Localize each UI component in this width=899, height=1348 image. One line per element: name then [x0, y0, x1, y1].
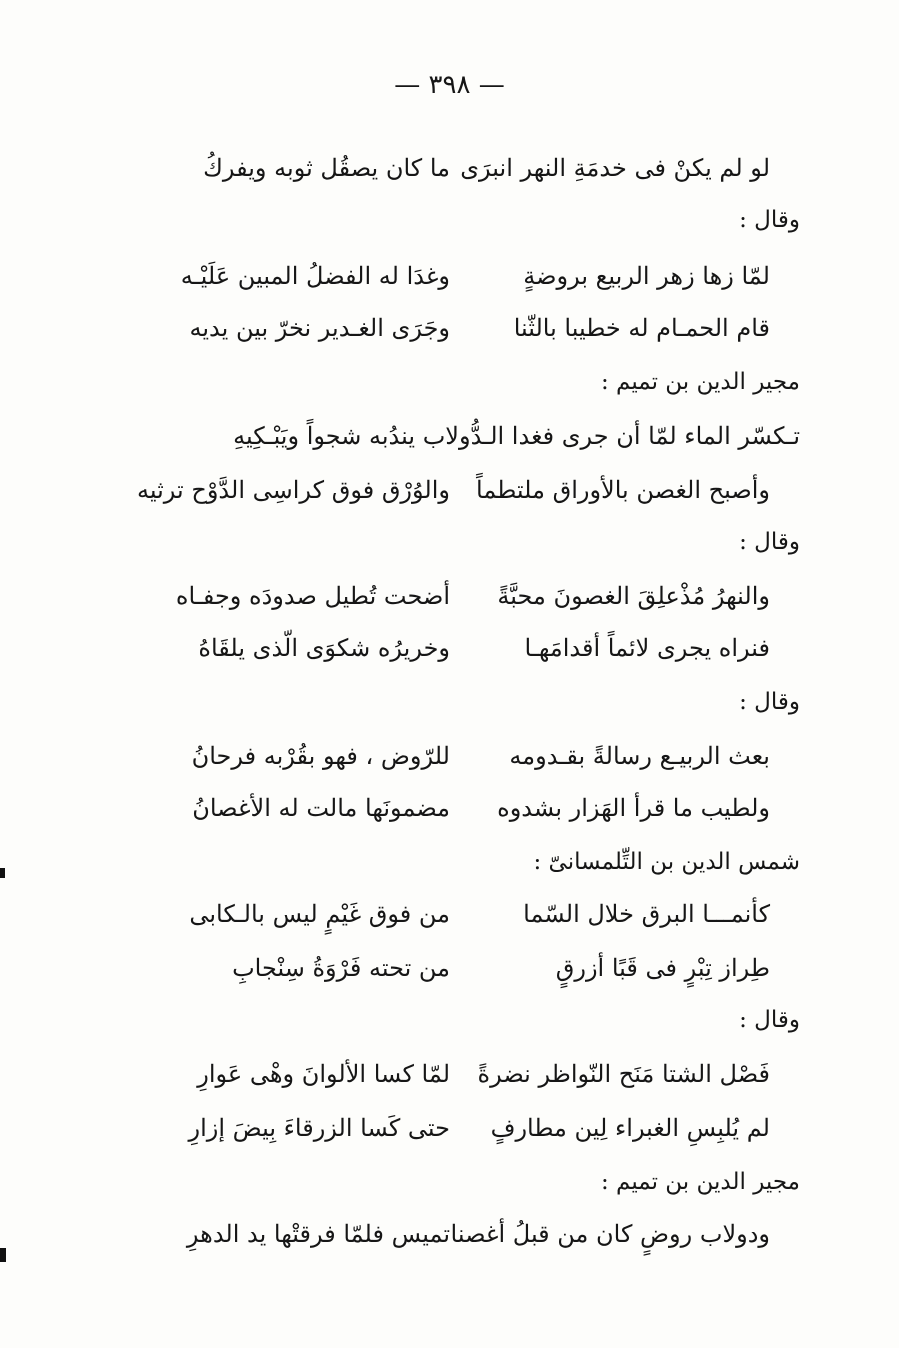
- verse-line: [150, 1104, 800, 1152]
- verse-second-hemistich: من تحته فَرْوَةُ سِنْجابِ: [232, 954, 450, 982]
- verse-first-hemistich: قام الحمـام له خطيبا بالثّنا: [513, 314, 770, 342]
- scan-edge-mark: [0, 868, 5, 878]
- verse-second-hemistich: وغدَا له الفضلُ المبين عَلَيْـه: [180, 262, 450, 290]
- section-heading: وقال :: [739, 689, 800, 715]
- verse-line: [150, 890, 800, 938]
- verse-line: [150, 572, 800, 620]
- verse-second-hemistich: من فوق غَيْمٍ ليس بالـكابى: [189, 900, 450, 928]
- section-heading: وقال :: [739, 1007, 800, 1033]
- verse-first-hemistich: كأنمـــا البرق خلال السّما: [523, 900, 770, 928]
- verse-line: [150, 732, 800, 780]
- verse-line: [136, 466, 800, 514]
- section-heading: وقال :: [739, 207, 800, 233]
- verse-first-hemistich: لو لم يكنْ فى خدمَةِ النهر انبرَى: [460, 154, 770, 182]
- section-heading: مجير الدين بن تميم :: [600, 369, 800, 395]
- verse-second-hemistich: مضمونَها مالت له الأغصانُ: [192, 794, 450, 822]
- verse-line: [150, 304, 800, 352]
- verse-first-hemistich: طِراز تِبْرٍ فى قَبًا أزرقٍ: [555, 954, 770, 982]
- verse-line: [150, 1050, 800, 1098]
- verse-second-hemistich: لمّا كسا الألوانَ وهْى عَوارِ: [197, 1060, 450, 1088]
- section-heading: وقال :: [739, 529, 800, 555]
- verse-line: [150, 1210, 800, 1258]
- verse-second-hemistich: ما كان يصقُل ثوبه ويفركُ: [203, 154, 450, 182]
- verse-first-hemistich: لمّا زها زهر الربيع بروضةٍ: [523, 262, 770, 290]
- verse-first-hemistich: والنهرُ مُذْعلِقَ الغصونَ محبَّةً: [497, 582, 770, 610]
- verse-line: [150, 944, 800, 992]
- verse-line: تـكسّر الماء لمّا أن جرى فغدا الـدُّولاب يندُبه شجواً ويَبْـكِيهِ: [233, 422, 800, 450]
- verse-first-hemistich: ولطيب ما قرأ الهَزار بشدوه: [497, 794, 770, 822]
- verse-first-hemistich: ودولاب روضٍ كان من قبلُ أغصنا: [450, 1220, 770, 1248]
- verse-first-hemistich: فَصْل الشتا مَنَح النّواظر نضرةً: [477, 1060, 770, 1088]
- verse-line: [150, 624, 800, 672]
- verse-first-hemistich: فنراه يجرى لائماً أقدامَهـا: [524, 634, 770, 662]
- verse-second-hemistich: وجَرَى الغـدير نخرّ بين يديه: [189, 314, 450, 342]
- verse-line: [150, 252, 800, 300]
- scan-edge-mark: [0, 1248, 6, 1262]
- page-number: — ٣٩٨ —: [394, 70, 505, 100]
- verse-second-hemistich: تميس فلمّا فرقتْها يد الدهرِ: [186, 1220, 450, 1248]
- verse-line: [150, 144, 800, 192]
- verse-first-hemistich: بعث الربيـع رسالةً بقـدومه: [509, 742, 770, 770]
- verse-line: [150, 784, 800, 832]
- verse-second-hemistich: وخريرُه شكوَى الّذى يلقَاهُ: [198, 634, 450, 662]
- verse-second-hemistich: والوُرْق فوق كراسِى الدَّوْح ترثيه: [136, 476, 450, 504]
- verse-second-hemistich: حتى كَسا الزرقاءَ بِيضَ إزارِ: [188, 1114, 450, 1142]
- verse-second-hemistich: أضحت تُطيل صدودَه وجفـاه: [175, 582, 450, 610]
- verse-second-hemistich: للرّوض ، فهو بقُرْبه فرحانُ: [191, 742, 450, 770]
- verse-first-hemistich: لم يُلبِسِ الغبراء لِين مطارفٍ: [490, 1114, 770, 1142]
- section-heading: شمس الدين بن التِّلمسانىّ :: [533, 849, 800, 875]
- section-heading: مجير الدين بن تميم :: [600, 1169, 800, 1195]
- verse-first-hemistich: وأصبح الغصن بالأوراق ملتطماً: [476, 476, 770, 504]
